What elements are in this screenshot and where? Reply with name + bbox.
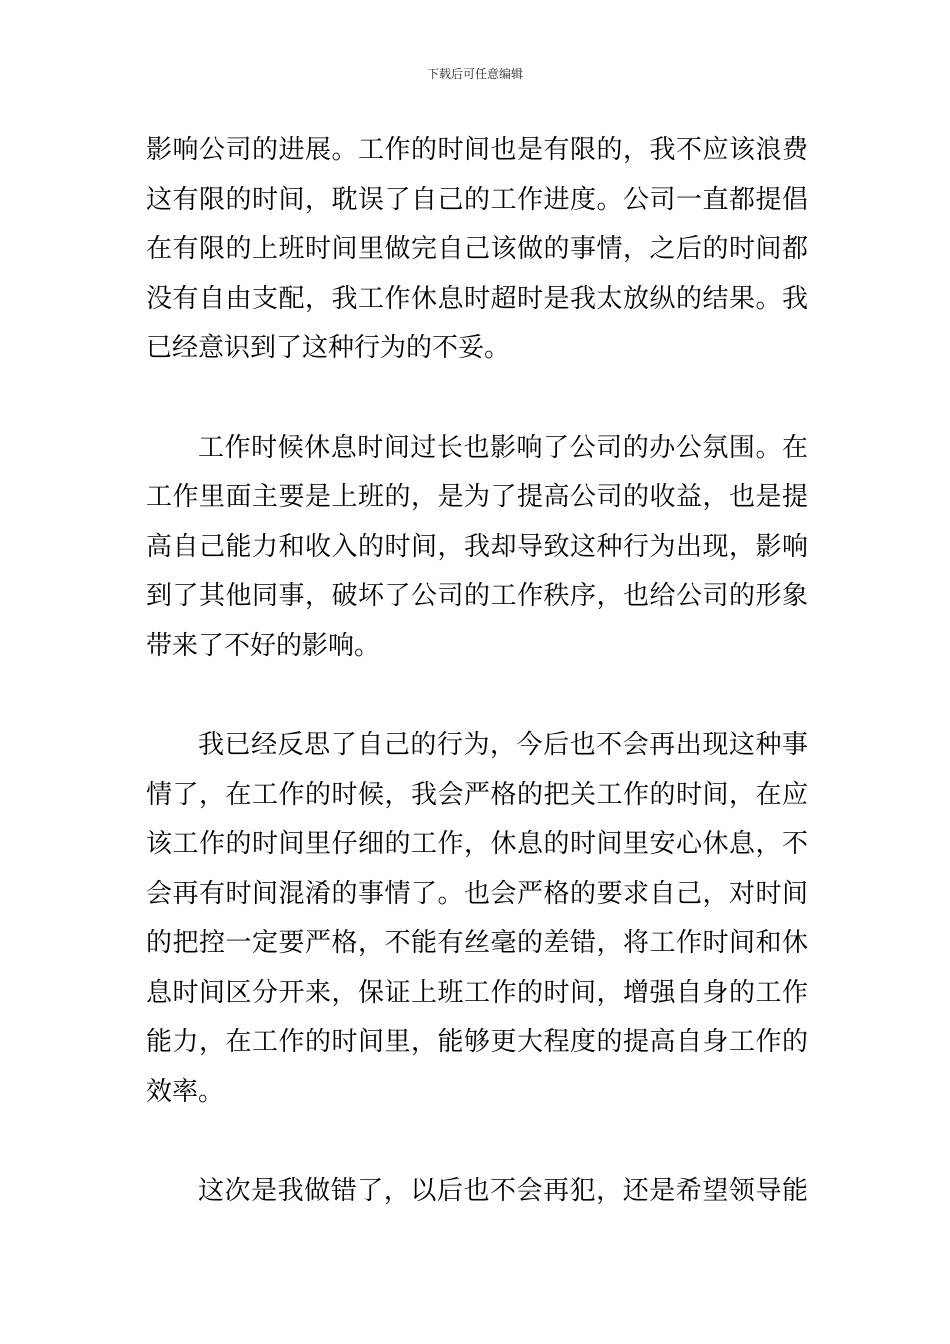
page-header: 下载后可任意编辑 [426,67,523,81]
text-line: 的把控一定要严格，不能有丝毫的差错，将工作时间和休 [146,928,808,958]
text-line: 带来了不好的影响。 [146,630,381,661]
text-line: 息时间区分开来，保证上班工作的时间，增强自身的工作 [146,977,808,1008]
paragraph [146,721,808,1117]
document-body [146,126,808,1217]
paragraph [146,126,808,374]
paragraph [146,424,808,672]
text-line: 影响公司的进展。工作的时间也是有限的，我不应该浪费 [146,135,808,165]
text-line: 在有限的上班时间里做完自己该做的事情，之后的时间都 [146,234,808,264]
paragraph [146,1167,808,1217]
paragraph-gap [146,671,808,721]
text-line: 情了，在工作的时候，我会严格的把关工作的时间，在应 [146,779,808,810]
text-line: 到了其他同事，破坏了公司的工作秩序，也给公司的形象 [146,581,808,611]
text-line: 工作时候休息时间过长也影响了公司的办公氛围。在 [198,432,808,463]
paragraph-gap [146,1117,808,1167]
text-line: 已经意识到了这种行为的不妥。 [146,333,511,363]
text-line: 我已经反思了自己的行为，今后也不会再出现这种事 [198,730,808,760]
text-line: 该工作的时间里仔细的工作，休息的时间里安心休息，不 [146,829,808,859]
text-line: 会再有时间混淆的事情了。也会严格的要求自己，对时间 [146,878,808,909]
text-line: 效率。 [146,1076,225,1107]
text-line: 能力，在工作的时间里，能够更大程度的提高自身工作的 [146,1027,808,1057]
text-line: 这有限的时间，耽误了自己的工作进度。公司一直都提倡 [146,184,808,215]
text-line: 工作里面主要是上班的，是为了提高公司的收益，也是提 [146,482,808,512]
paragraph-gap [146,374,808,424]
text-line: 高自己能力和收入的时间，我却导致这种行为出现，影响 [146,531,808,562]
text-line: 这次是我做错了，以后也不会再犯，还是希望领导能 [198,1176,808,1206]
text-line: 没有自由支配，我工作休息时超时是我太放纵的结果。我 [146,283,808,314]
